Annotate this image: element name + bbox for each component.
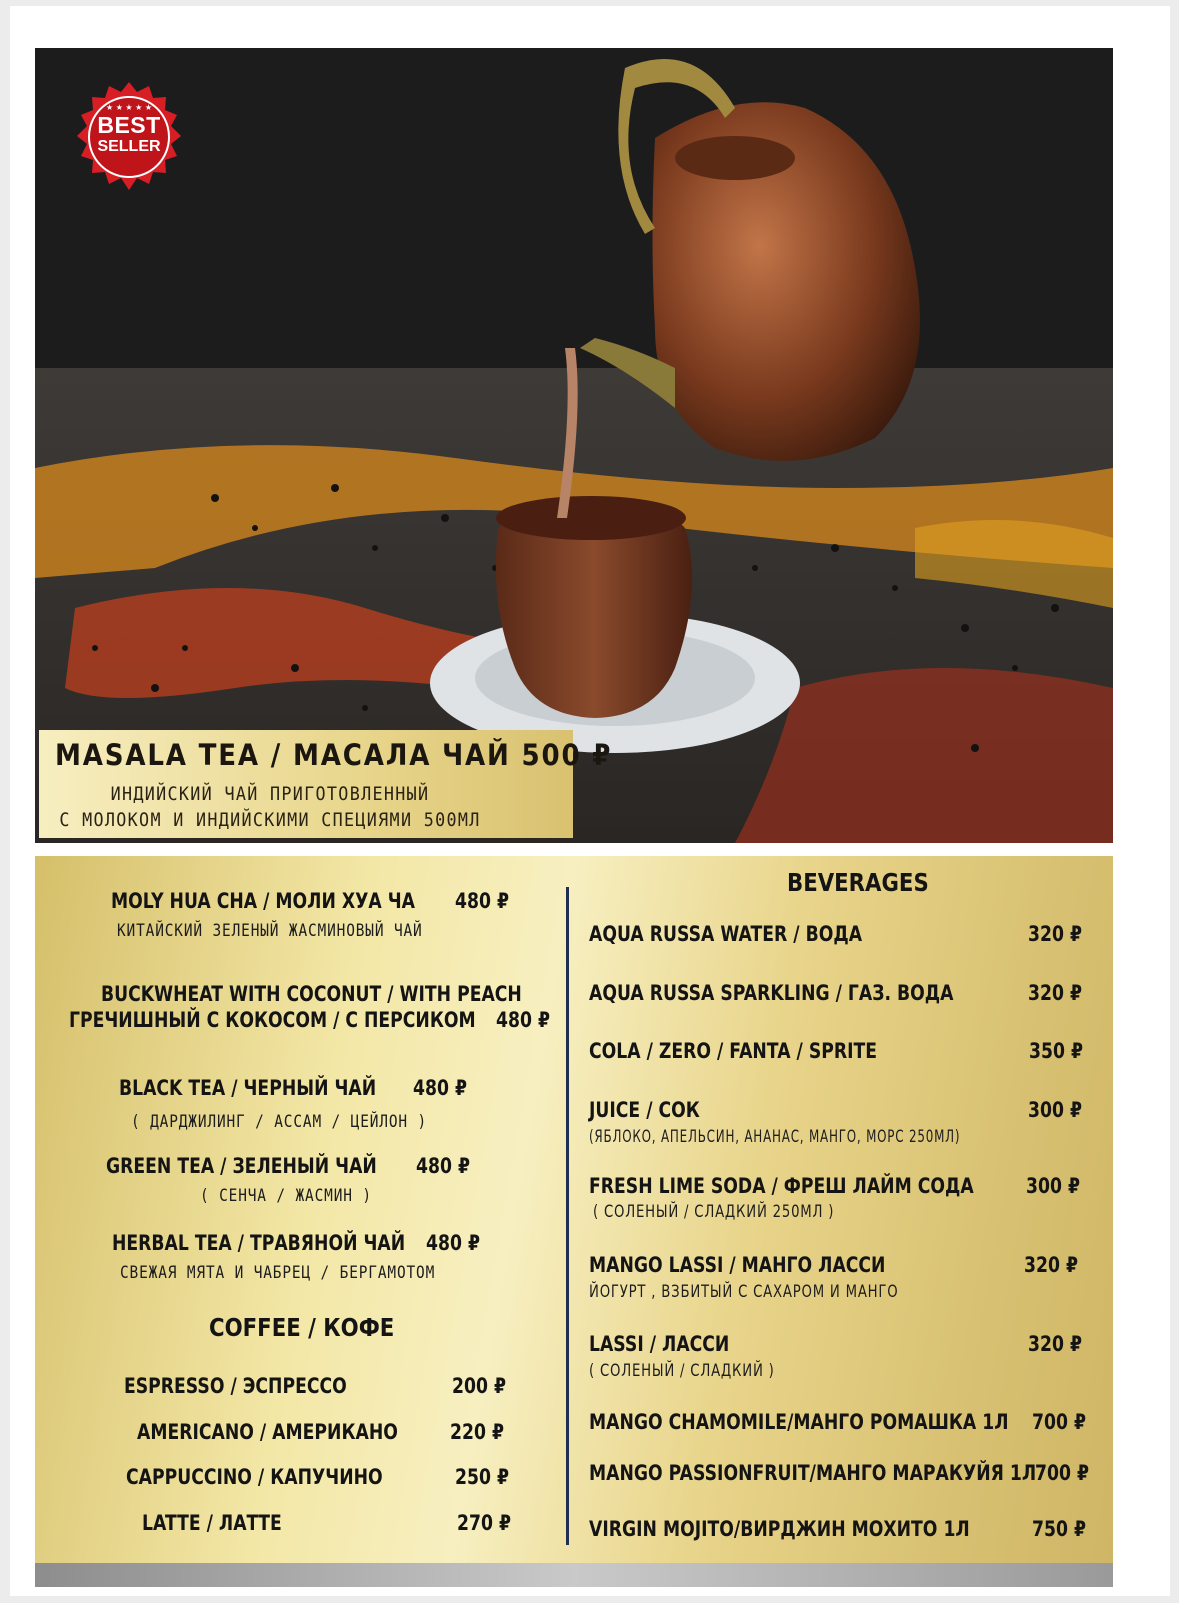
beverage-item-name: MANGO PASSIONFRUIT/МАНГО МАРАКУЙЯ 1Л [589, 1461, 1037, 1485]
beverage-item-price: 300 ₽ [1028, 1098, 1082, 1122]
beverage-item-name: LASSI / ЛАССИ [589, 1332, 730, 1356]
beverage-item-price: 320 ₽ [1024, 1253, 1078, 1277]
coffee-item-price: 200 ₽ [452, 1374, 506, 1398]
beverage-item-price: 320 ₽ [1028, 1332, 1082, 1356]
tea-item-desc: КИТАЙСКИЙ ЗЕЛЕНЫЙ ЖАСМИНОВЫЙ ЧАЙ [117, 921, 423, 941]
coffee-item-price: 270 ₽ [457, 1511, 511, 1535]
coffee-heading: COFFEE / КОФЕ [209, 1313, 395, 1342]
beverage-item-name: AQUA RUSSA WATER / ВОДА [589, 922, 863, 946]
badge-line-1: BEST [97, 112, 161, 138]
tea-item-desc: ( ДАРДЖИЛИНГ / АССАМ / ЦЕЙЛОН ) [131, 1112, 428, 1132]
beverage-item-price: 350 ₽ [1029, 1039, 1083, 1063]
coffee-item-price: 220 ₽ [450, 1420, 504, 1444]
tea-item-name: MOLY HUA CHA / МОЛИ ХУА ЧА [111, 889, 415, 913]
beverage-item-price: 320 ₽ [1028, 922, 1082, 946]
tea-item-name: GREEN TEA / ЗЕЛЕНЫЙ ЧАЙ [106, 1154, 377, 1178]
beverage-item-name: AQUA RUSSA SPARKLING / ГАЗ. ВОДА [589, 981, 954, 1005]
beverage-item-desc: ( СОЛЕНЫЙ / СЛАДКИЙ ) [589, 1361, 775, 1381]
badge-line-2: SELLER [97, 138, 161, 155]
svg-text:★ ★ ★ ★ ★: ★ ★ ★ ★ ★ [105, 103, 153, 112]
beverage-item-name: MANGO LASSI / МАНГО ЛАССИ [589, 1253, 886, 1277]
hero-photo [35, 48, 1113, 843]
beverage-item-name: FRESH LIME SODA / ФРЕШ ЛАЙМ СОДА [589, 1174, 974, 1198]
tea-item-name: BUCKWHEAT WITH COCONUT / WITH PEACH [101, 982, 522, 1006]
coffee-item-name: CAPPUCCINO / КАПУЧИНО [126, 1465, 383, 1489]
tea-item-desc: ( СЕНЧА / ЖАСМИН ) [200, 1186, 372, 1206]
tea-item-price: 480 ₽ [413, 1076, 467, 1100]
hero-desc-line-1: ИНДИЙСКИЙ ЧАЙ ПРИГОТОВЛЕННЫЙ [110, 783, 430, 805]
beverage-item-name: VIRGIN MOJITO/ВИРДЖИН МОХИТО 1Л [589, 1517, 970, 1541]
coffee-item-price: 250 ₽ [455, 1465, 509, 1489]
beverage-item-desc: ЙОГУРТ , ВЗБИТЫЙ С САХАРОМ И МАНГО [589, 1282, 899, 1302]
beverages-heading: BEVERAGES [787, 868, 929, 897]
beverage-item-price: 750 ₽ [1032, 1517, 1086, 1541]
hero-title: MASALA TEA / МАСАЛА ЧАЙ 500 ₽ [55, 738, 613, 772]
beverage-item-price: 300 ₽ [1026, 1174, 1080, 1198]
beverage-item-price: 700 ₽ [1035, 1461, 1089, 1485]
tea-item-desc: СВЕЖАЯ МЯТА И ЧАБРЕЦ / БЕРГАМОТОМ [120, 1263, 436, 1283]
coffee-item-name: AMERICANO / АМЕРИКАНО [137, 1420, 398, 1444]
beverage-item-desc: ( СОЛЕНЫЙ / СЛАДКИЙ 250МЛ ) [593, 1202, 835, 1222]
best-seller-badge [71, 80, 187, 196]
tea-item-price: 480 ₽ [426, 1231, 480, 1255]
tea-item-price: 480 ₽ [416, 1154, 470, 1178]
footer-bar [35, 1563, 1113, 1587]
tea-item-name-alt: ГРЕЧИШНЫЙ С КОКОСОМ / С ПЕРСИКОМ [69, 1008, 476, 1032]
hero-desc-line-2: С МОЛОКОМ И ИНДИЙСКИМИ СПЕЦИЯМИ 500МЛ [59, 809, 481, 831]
tea-item-name: HERBAL TEA / ТРАВЯНОЙ ЧАЙ [112, 1231, 406, 1255]
tea-item-price: 480 ₽ [496, 1008, 550, 1032]
beverage-item-name: MANGO CHAMOMILE/МАНГО РОМАШКА 1Л [589, 1410, 1009, 1434]
beverage-item-name: JUICE / СОК [589, 1098, 700, 1122]
masala-tea-pouring-illustration [35, 48, 1113, 843]
beverage-item-desc: (ЯБЛОКО, АПЕЛЬСИН, АНАНАС, МАНГО, МОРС 250МЛ) [589, 1127, 961, 1147]
tea-item-name: BLACK TEA / ЧЕРНЫЙ ЧАЙ [119, 1076, 377, 1100]
coffee-item-name: ESPRESSO / ЭСПРЕССО [124, 1374, 347, 1398]
beverage-item-price: 320 ₽ [1028, 981, 1082, 1005]
hero-description [50, 781, 490, 833]
coffee-item-name: LATTE / ЛАТТЕ [142, 1511, 282, 1535]
beverage-item-name: COLA / ZERO / FANTA / SPRITE [589, 1039, 878, 1063]
beverage-item-price: 700 ₽ [1032, 1410, 1086, 1434]
menu-panel [35, 856, 1113, 1563]
column-divider [566, 887, 569, 1545]
tea-item-price: 480 ₽ [455, 889, 509, 913]
